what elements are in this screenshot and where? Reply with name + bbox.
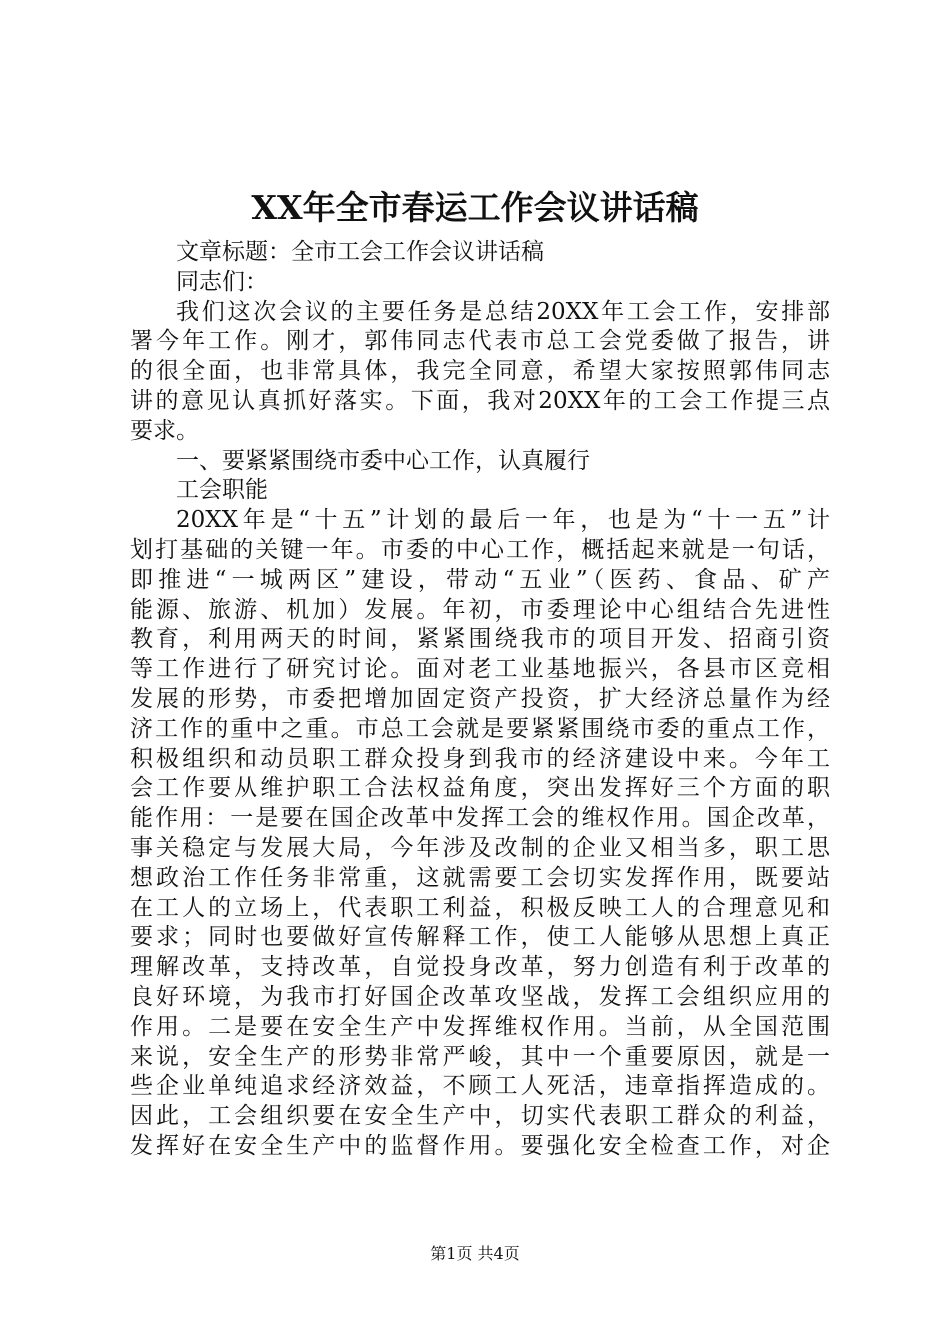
page-footer: 第1页 共4页	[430, 1244, 520, 1263]
text-line: 文章标题：全市工会工作会议讲话稿	[176, 239, 544, 265]
text-line: 20XX年是“十五”计划的最后一年，也是为“十一五”计	[176, 507, 830, 534]
text-line: 事关稳定与发展大局，今年涉及改制的企业又相当多，职工思	[130, 834, 830, 861]
text-line: 良好环境，为我市打好国企改革攻坚战，发挥工会组织应用的	[130, 983, 830, 1010]
document-title: XX年全市春运工作会议讲话稿	[251, 188, 699, 227]
text-line: 即推进“一城两区”建设，带动“五业”（医药、食品、矿产	[130, 566, 830, 593]
text-line: 划打基础的关键一年。市委的中心工作，概括起来就是一句话，	[130, 536, 830, 563]
text-line: 积极组织和动员职工群众投身到我市的经济建设中来。今年工	[130, 745, 830, 772]
text-line: 发展的形势，市委把增加固定资产投资，扩大经济总量作为经	[130, 685, 830, 712]
text-line: 讲的意见认真抓好落实。下面，我对20XX年的工会工作提三点	[130, 387, 830, 414]
text-line: 要求。	[130, 417, 199, 444]
text-line: 想政治工作任务非常重，这就需要工会切实发挥作用，既要站	[130, 864, 830, 891]
text-line: 要求；同时也要做好宣传解释工作，使工人能够从思想上真正	[130, 924, 830, 951]
text-line: 作用。二是要在安全生产中发挥维权作用。当前，从全国范围	[130, 1013, 830, 1040]
text-line: 署今年工作。刚才，郭伟同志代表市总工会党委做了报告，讲	[130, 328, 830, 355]
text-line: 理解改革，支持改革，自觉投身改革，努力创造有利于改革的	[130, 954, 830, 981]
text-line: 来说，安全生产的形势非常严峻，其中一个重要原因，就是一	[130, 1043, 830, 1070]
text-line: 济工作的重中之重。市总工会就是要紧紧围绕市委的重点工作，	[130, 715, 830, 742]
text-line: 些企业单纯追求经济效益，不顾工人死活，违章指挥造成的。	[130, 1073, 830, 1100]
text-line: 同志们：	[176, 268, 268, 295]
text-line: 工会职能	[176, 477, 268, 504]
text-line: 因此，工会组织要在安全生产中，切实代表职工群众的利益，	[130, 1103, 830, 1130]
text-line: 在工人的立场上，代表职工利益，积极反映工人的合理意见和	[130, 894, 830, 921]
text-line: 会工作要从维护职工合法权益角度，突出发挥好三个方面的职	[130, 775, 830, 802]
text-line: 一、要紧紧围绕市委中心工作，认真履行	[176, 447, 590, 474]
document-body	[130, 238, 830, 1162]
text-line: 发挥好在安全生产中的监督作用。要强化安全检查工作，对企	[130, 1132, 830, 1159]
text-line: 教育，利用两天的时间，紧紧围绕我市的项目开发、招商引资	[130, 626, 830, 653]
text-line: 能作用：一是要在国企改革中发挥工会的维权作用。国企改革，	[130, 805, 830, 832]
text-line: 能源、旅游、机加）发展。年初，市委理论中心组结合先进性	[130, 596, 830, 623]
text-line: 我们这次会议的主要任务是总结20XX年工会工作，安排部	[176, 298, 830, 325]
text-line: 等工作进行了研究讨论。面对老工业基地振兴，各县市区竞相	[130, 656, 830, 683]
text-line: 的很全面，也非常具体，我完全同意，希望大家按照郭伟同志	[130, 358, 830, 385]
